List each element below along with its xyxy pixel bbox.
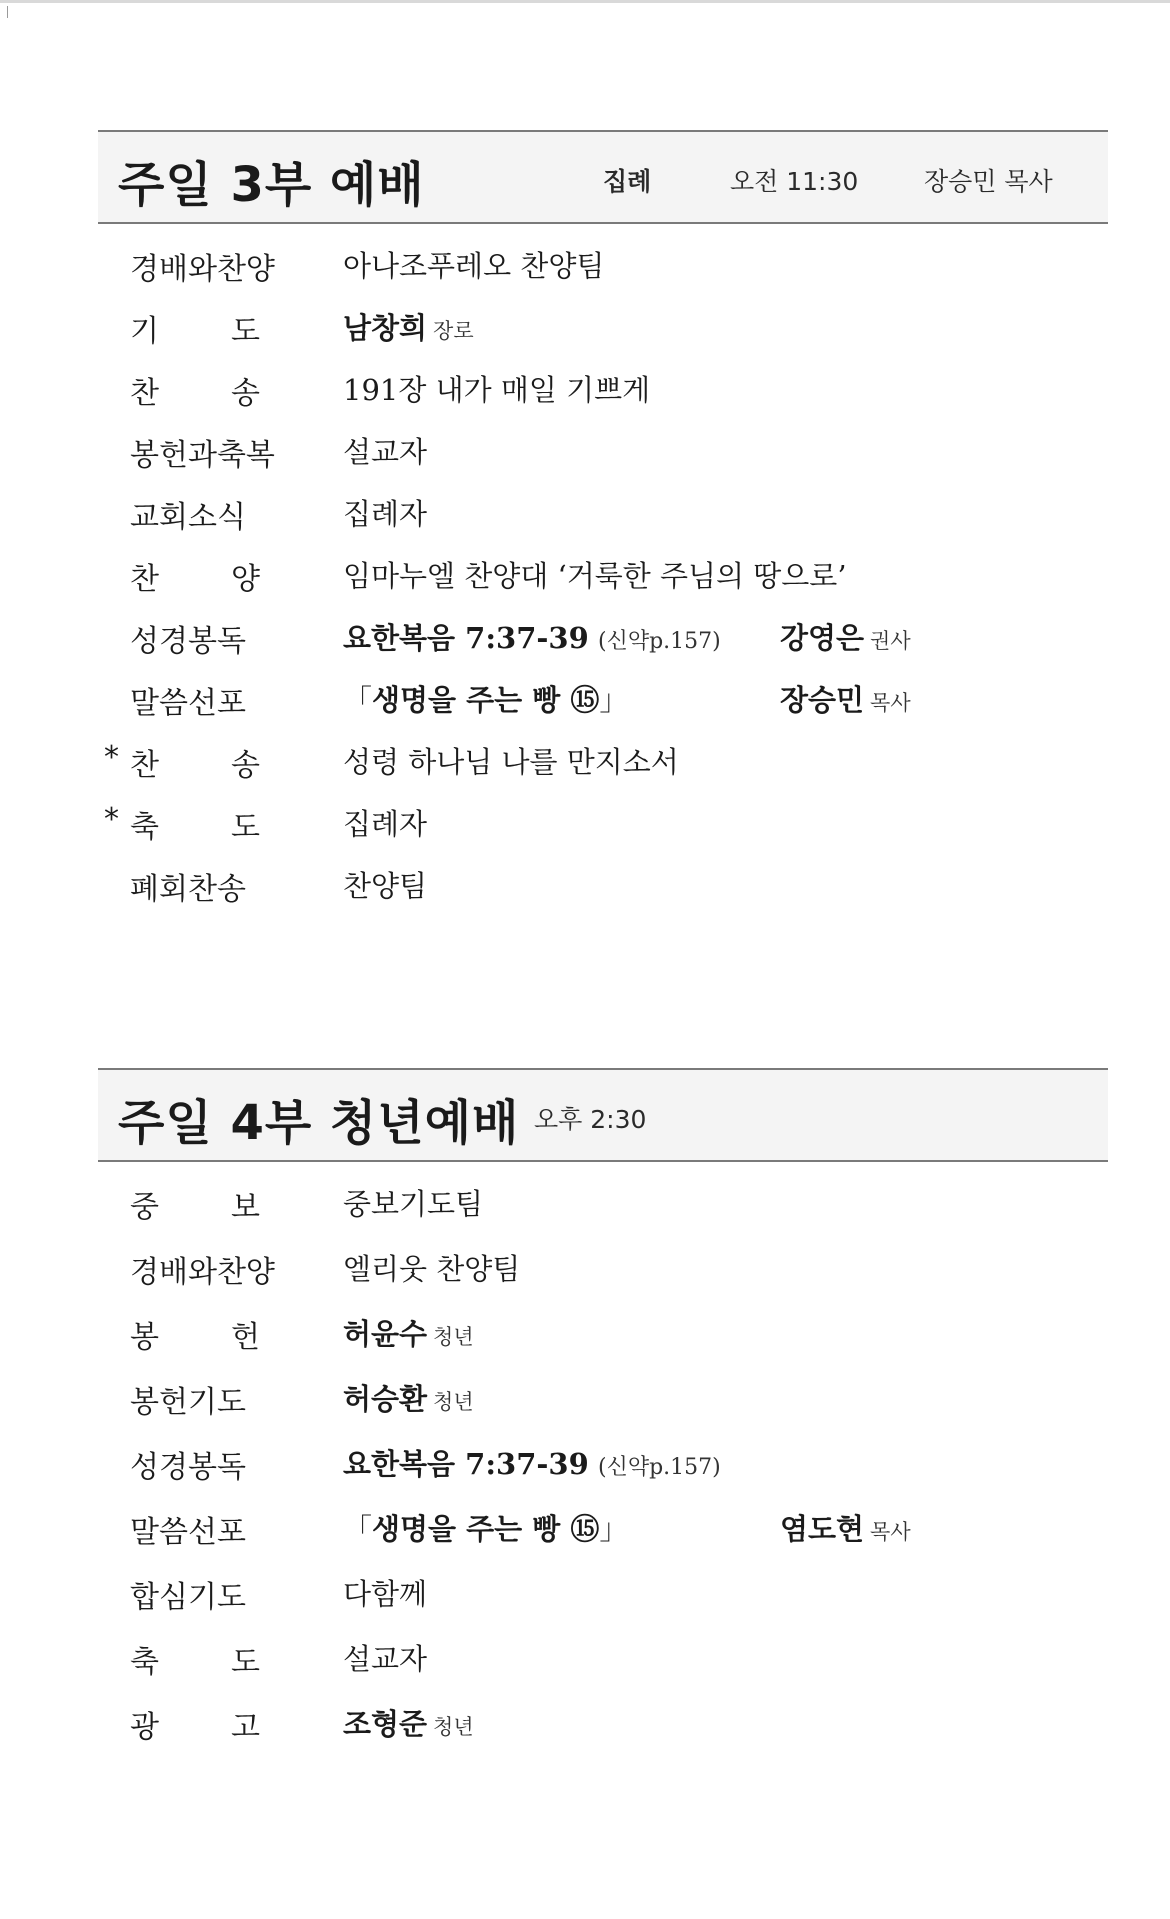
label-char: 찬 xyxy=(130,562,159,597)
item-content: 임마누엘 찬양대 ‘거룩한 주님의 땅으로’ xyxy=(343,559,847,593)
service3-leader-label: 집례 xyxy=(603,167,652,196)
item-content xyxy=(343,616,721,657)
item-label: 합심기도 xyxy=(130,1580,246,1615)
label-char: 양 xyxy=(231,562,260,597)
person-name: 허윤수 xyxy=(343,1317,428,1351)
item-label: 성경봉독 xyxy=(130,1450,246,1485)
order-item xyxy=(98,1312,1108,1355)
item-label: 봉헌기도 xyxy=(130,1385,246,1420)
item-label: 경배와찬양 xyxy=(130,1255,275,1290)
order-item xyxy=(98,1182,1108,1225)
person-title: 권사 xyxy=(870,629,911,653)
label-char: 송 xyxy=(231,748,260,783)
item-content: 설교자 xyxy=(343,1642,428,1676)
label-char: 찬 xyxy=(130,376,159,411)
order-item xyxy=(98,1572,1108,1615)
top-border xyxy=(0,0,1170,3)
item-label xyxy=(130,306,260,350)
bracket-open: 「 xyxy=(343,1512,373,1546)
label-char: 송 xyxy=(231,376,260,411)
item-label: 말씀선포 xyxy=(130,686,246,721)
order-item xyxy=(98,1702,1108,1745)
item-content xyxy=(343,678,628,719)
scripture-page-ref: (신약p.157) xyxy=(598,629,721,654)
service3-section xyxy=(98,130,1108,907)
service3-time: 오전 11:30 xyxy=(730,167,859,196)
preacher xyxy=(780,1507,911,1548)
scripture: 요한복음 7:37-39 xyxy=(343,621,589,655)
service3-header xyxy=(98,130,1108,224)
order-item xyxy=(98,740,1108,783)
item-content xyxy=(343,1442,721,1483)
order-item xyxy=(98,1637,1108,1680)
person-name: 염도현 xyxy=(780,1512,865,1546)
label-char: 고 xyxy=(231,1710,260,1745)
order-item xyxy=(98,1507,1108,1550)
label-char: 보 xyxy=(231,1190,260,1225)
order-item xyxy=(98,616,1108,659)
person-name: 허승환 xyxy=(343,1382,428,1416)
label-char: 광 xyxy=(130,1710,159,1745)
person-title: 청년 xyxy=(433,1390,474,1414)
person-title: 목사 xyxy=(870,1520,911,1544)
item-content: 성령 하나님 나를 만지소서 xyxy=(343,745,679,779)
item-label xyxy=(130,368,260,412)
order-item xyxy=(98,1442,1108,1485)
item-content xyxy=(343,1312,474,1353)
standing-mark: * xyxy=(104,802,119,837)
item-content xyxy=(343,306,474,347)
item-content xyxy=(343,1377,474,1418)
service4-title: 주일 4부 청년예배 xyxy=(118,1095,520,1151)
label-char: 도 xyxy=(231,314,260,349)
order-item xyxy=(98,492,1108,535)
person-name: 조형준 xyxy=(343,1707,428,1741)
label-char: 도 xyxy=(231,810,260,845)
item-label: 폐회찬송 xyxy=(130,872,246,907)
person-name: 강영은 xyxy=(780,621,865,655)
item-label: 성경봉독 xyxy=(130,624,246,659)
item-label: 봉헌과축복 xyxy=(130,438,275,473)
item-label: 말씀선포 xyxy=(130,1515,246,1550)
person-title: 청년 xyxy=(433,1715,474,1739)
item-label: 교회소식 xyxy=(130,500,246,535)
label-char: 축 xyxy=(130,810,159,845)
item-content: 엘리웃 찬양팀 xyxy=(343,1252,521,1286)
item-content: 중보기도팀 xyxy=(343,1187,484,1221)
reader xyxy=(780,616,911,657)
order-item xyxy=(98,864,1108,907)
order-item xyxy=(98,1247,1108,1290)
item-label xyxy=(130,554,260,598)
sermon-title: 생명을 주는 빵 ⑮ xyxy=(372,1512,600,1546)
person-title: 장로 xyxy=(433,319,474,343)
item-label xyxy=(130,1312,260,1356)
order-item xyxy=(98,244,1108,287)
item-label: 경배와찬양 xyxy=(130,252,275,287)
item-content: 찬양팀 xyxy=(343,869,428,903)
item-label xyxy=(130,802,260,846)
label-char: 기 xyxy=(130,314,159,349)
person-name: 남창희 xyxy=(343,311,428,345)
item-content xyxy=(343,1702,474,1743)
order-item xyxy=(98,802,1108,845)
order-item xyxy=(98,430,1108,473)
item-content: 다함께 xyxy=(343,1577,428,1611)
item-label xyxy=(130,1182,260,1226)
standing-mark: * xyxy=(104,740,119,775)
item-label xyxy=(130,1637,260,1681)
order-item xyxy=(98,306,1108,349)
item-content: 191장 내가 매일 기쁘게 xyxy=(343,373,651,407)
label-char: 헌 xyxy=(231,1320,260,1355)
scripture: 요한복음 7:37-39 xyxy=(343,1447,589,1481)
order-item xyxy=(98,368,1108,411)
item-label xyxy=(130,740,260,784)
label-char: 중 xyxy=(130,1190,159,1225)
service3-leader: 장승민 목사 xyxy=(924,167,1053,196)
service4-time: 오후 2:30 xyxy=(534,1105,647,1134)
order-item xyxy=(98,554,1108,597)
service4-header xyxy=(98,1068,1108,1162)
label-char: 봉 xyxy=(130,1320,159,1355)
person-title: 목사 xyxy=(870,691,911,715)
text-cursor xyxy=(7,6,8,18)
service4-section xyxy=(98,1068,1108,1745)
service3-title: 주일 3부 예배 xyxy=(118,157,425,213)
person-title: 청년 xyxy=(433,1325,474,1349)
label-char: 찬 xyxy=(130,748,159,783)
preacher xyxy=(780,678,911,719)
label-char: 도 xyxy=(231,1645,260,1680)
item-content: 집례자 xyxy=(343,807,428,841)
item-content: 설교자 xyxy=(343,435,428,469)
item-content xyxy=(343,1507,628,1548)
label-char: 축 xyxy=(130,1645,159,1680)
bracket-open: 「 xyxy=(343,683,373,717)
scripture-page-ref: (신약p.157) xyxy=(598,1455,721,1480)
person-name: 장승민 xyxy=(780,683,865,717)
order-item xyxy=(98,1377,1108,1420)
sermon-title: 생명을 주는 빵 ⑮ xyxy=(372,683,600,717)
bracket-close: 」 xyxy=(599,1512,629,1546)
order-item xyxy=(98,678,1108,721)
item-content: 집례자 xyxy=(343,497,428,531)
bracket-close: 」 xyxy=(599,683,629,717)
item-label xyxy=(130,1702,260,1746)
item-content: 아나조푸레오 찬양팀 xyxy=(343,249,605,283)
